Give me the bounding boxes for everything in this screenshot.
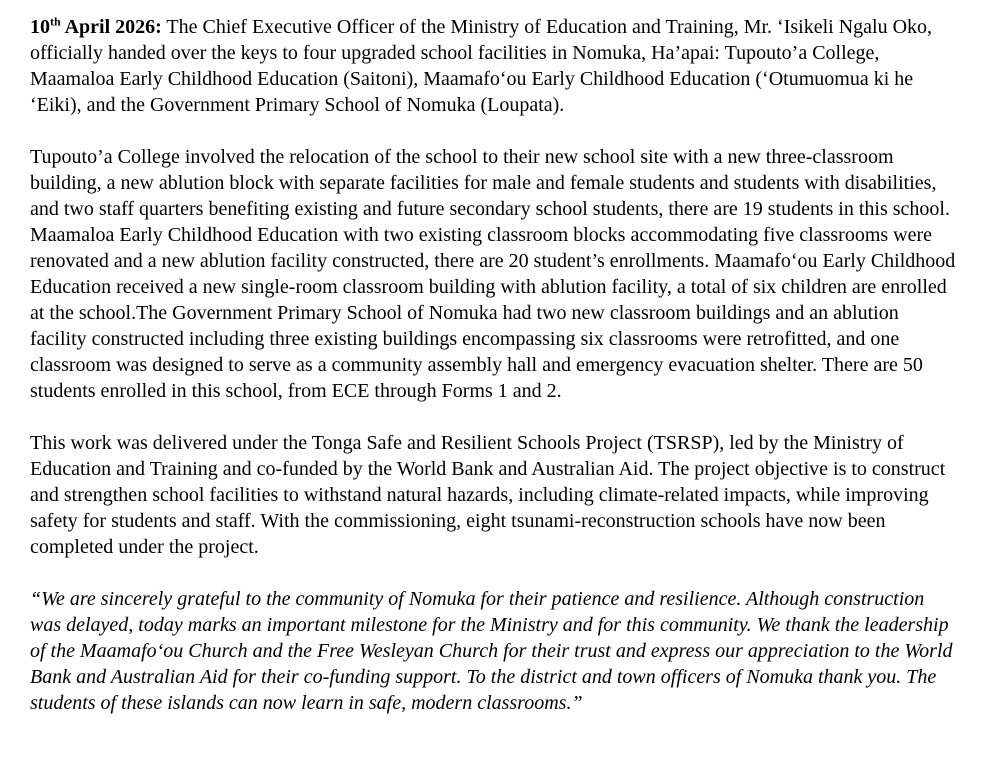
paragraph-handover-intro-text: The Chief Executive Officer of the Ministry of Education and Training, Mr. ‘Isikeli Ngalu Oko, officially handed over the keys to four upgraded school facilities in Nomuka, Ha’apai: Tupouto’a College, Maamaloa Early Childhood Education (Saitoni), Maamafo‘ou Early Childhood Education (‘Otumuomua ki he ‘Eiki), and the Government Primary School of Nomuka (Loupata). bbox=[30, 16, 933, 116]
paragraph-ceo-quote: “We are sincerely grateful to the community of Nomuka for their patience and resilience. Although construction was delayed, today marks an important milestone for the Ministry and for this community. We thank the leadership of the Maamafo‘ou Church and the Free Wesleyan Church for their trust and express our appreciation to the World Bank and Australian Aid for their co-funding support. To the district and town officers of Nomuka thank you. The students of these islands can now learn in safe, modern classrooms.” bbox=[30, 588, 953, 714]
date-day: 10 bbox=[30, 16, 50, 38]
paragraph-handover-intro bbox=[30, 14, 959, 118]
date-ordinal-suffix: th bbox=[50, 14, 61, 29]
paragraph-project-background: This work was delivered under the Tonga Safe and Resilient Schools Project (TSRSP), led by the Ministry of Education and Training and co-funded by the World Bank and Australian Aid. The project objective is to construct and strengthen school facilities to withstand natural hazards, including climate-related impacts, while improving safety for students and staff. With the commissioning, eight tsunami-reconstruction schools have now been completed under the project. bbox=[30, 432, 946, 558]
date-heading bbox=[30, 16, 162, 38]
date-rest: April 2026: bbox=[60, 16, 162, 38]
paragraph-facility-details: Tupouto’a College involved the relocation of the school to their new school site with a new three-classroom building, a new ablution block with separate facilities for male and female students and students with disabilities, and two staff quarters benefiting existing and future secondary school students, there are 19 students in this school. Maamaloa Early Childhood Education with two existing classroom blocks accommodating five classrooms were renovated and a new ablution facility constructed, there are 20 student’s enrollments. Maamafo‘ou Early Childhood Education received a new single-room classroom building with ablution facility, a total of six children are enrolled at the school.The Government Primary School of Nomuka had two new classroom buildings and an ablution facility constructed including three existing buildings encompassing six classrooms were retrofitted, and one classroom was designed to serve as a community assembly hall and emergency evacuation shelter. There are 50 students enrolled in this school, from ECE through Forms 1 and 2. bbox=[30, 146, 956, 402]
